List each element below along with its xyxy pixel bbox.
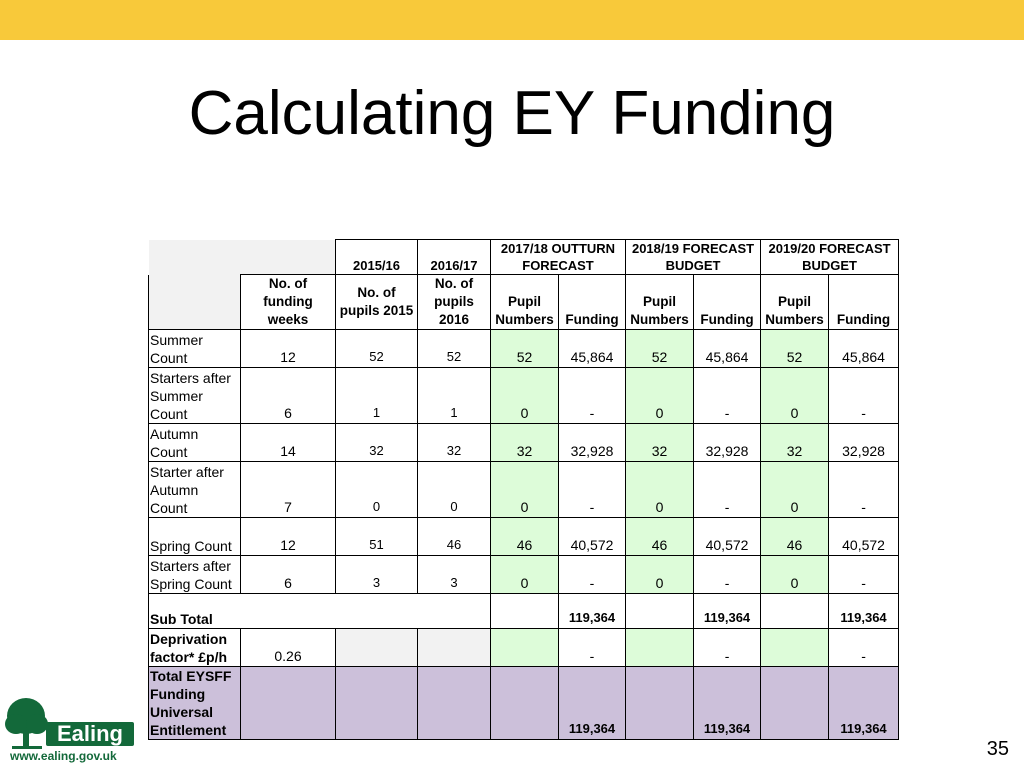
- cell-funding-3: 40,572: [829, 518, 899, 556]
- deprivation-pupil-numbers-1: [491, 629, 559, 667]
- cell-funding-2: 32,928: [694, 424, 761, 462]
- cell-pupil-numbers-2: 0: [626, 368, 694, 424]
- slide-title: Calculating EY Funding: [188, 79, 836, 148]
- table-row: [149, 368, 899, 424]
- deprivation-pupil-numbers-3: [761, 629, 829, 667]
- row-label: Summer Count: [149, 330, 241, 368]
- year-header-row: [149, 240, 899, 275]
- top-accent-bar: [0, 0, 1024, 40]
- sub-total-funding-2: 119,364: [694, 594, 761, 629]
- header-funding-2: Funding: [694, 275, 761, 330]
- cell-pupil-numbers-1: 32: [491, 424, 559, 462]
- deprivation-pupil-numbers-2: [626, 629, 694, 667]
- cell-pupils-2015: 0: [336, 462, 418, 518]
- cell-pupil-numbers-3: 52: [761, 330, 829, 368]
- row-label: Autumn Count: [149, 424, 241, 462]
- row-label: Starter after Autumn Count: [149, 462, 241, 518]
- cell-pupil-numbers-3: 0: [761, 556, 829, 594]
- cell-pupils-2016: 0: [418, 462, 491, 518]
- cell-funding-3: -: [829, 368, 899, 424]
- cell-funding-2: -: [694, 462, 761, 518]
- total-funding-3: 119,364: [829, 667, 899, 740]
- cell-funding-3: -: [829, 556, 899, 594]
- cell-pupil-numbers-3: 46: [761, 518, 829, 556]
- cell-pupil-numbers-3: 0: [761, 462, 829, 518]
- cell-pupils-2016: 3: [418, 556, 491, 594]
- row-label: Starters after Spring Count: [149, 556, 241, 594]
- blank-label-header: [149, 275, 241, 330]
- total-blank-pn3: [761, 667, 829, 740]
- year-header-2015-16: 2015/16: [336, 240, 418, 275]
- header-funding-1: Funding: [559, 275, 626, 330]
- row-label: Starters after Summer Count: [149, 368, 241, 424]
- header-funding-3: Funding: [829, 275, 899, 330]
- cell-funding-1: -: [559, 556, 626, 594]
- cell-pupil-numbers-3: 0: [761, 368, 829, 424]
- cell-pupil-numbers-1: 46: [491, 518, 559, 556]
- total-row: [149, 667, 899, 740]
- deprivation-row: [149, 629, 899, 667]
- cell-pupil-numbers-2: 32: [626, 424, 694, 462]
- sub-total-blank-1: [491, 594, 559, 629]
- cell-weeks: 7: [241, 462, 336, 518]
- cell-funding-2: -: [694, 556, 761, 594]
- deprivation-blank-2016: [418, 629, 491, 667]
- total-label: Total EYSFF Funding Universal Entitlement: [149, 667, 241, 740]
- cell-pupils-2015: 51: [336, 518, 418, 556]
- cell-pupil-numbers-1: 0: [491, 462, 559, 518]
- sub-total-label: Sub Total: [149, 594, 491, 629]
- cell-funding-1: -: [559, 462, 626, 518]
- cell-pupil-numbers-3: 32: [761, 424, 829, 462]
- sub-total-funding-1: 119,364: [559, 594, 626, 629]
- cell-funding-2: 40,572: [694, 518, 761, 556]
- cell-weeks: 12: [241, 518, 336, 556]
- total-blank-2015: [336, 667, 418, 740]
- sub-total-blank-2: [626, 594, 694, 629]
- total-blank-pn1: [491, 667, 559, 740]
- cell-weeks: 12: [241, 330, 336, 368]
- cell-pupil-numbers-2: 52: [626, 330, 694, 368]
- cell-funding-1: 32,928: [559, 424, 626, 462]
- table-row: [149, 556, 899, 594]
- table-row: [149, 424, 899, 462]
- year-header-2016-17: 2016/17: [418, 240, 491, 275]
- header-pupil-numbers-2: Pupil Numbers: [626, 275, 694, 330]
- cell-pupil-numbers-1: 0: [491, 556, 559, 594]
- cell-funding-1: 45,864: [559, 330, 626, 368]
- cell-pupils-2016: 52: [418, 330, 491, 368]
- cell-pupils-2016: 1: [418, 368, 491, 424]
- deprivation-funding-1: -: [559, 629, 626, 667]
- cell-pupil-numbers-2: 46: [626, 518, 694, 556]
- cell-pupils-2015: 52: [336, 330, 418, 368]
- header-pupil-numbers-3: Pupil Numbers: [761, 275, 829, 330]
- deprivation-funding-2: -: [694, 629, 761, 667]
- cell-pupils-2016: 32: [418, 424, 491, 462]
- cell-funding-2: 45,864: [694, 330, 761, 368]
- cell-funding-1: 40,572: [559, 518, 626, 556]
- total-funding-2: 119,364: [694, 667, 761, 740]
- year-header-2019-20: 2019/20 FORECAST BUDGET: [761, 240, 899, 275]
- sub-total-funding-3: 119,364: [829, 594, 899, 629]
- header-pupil-numbers-1: Pupil Numbers: [491, 275, 559, 330]
- cell-pupils-2015: 1: [336, 368, 418, 424]
- logo-wordmark: Ealing: [46, 722, 134, 746]
- table-row: [149, 518, 899, 556]
- sub-total-blank-3: [761, 594, 829, 629]
- total-blank-2016: [418, 667, 491, 740]
- funding-table: [148, 239, 899, 740]
- cell-weeks: 6: [241, 368, 336, 424]
- cell-funding-3: 32,928: [829, 424, 899, 462]
- table-row: [149, 462, 899, 518]
- table-row: [149, 330, 899, 368]
- cell-pupils-2016: 46: [418, 518, 491, 556]
- header-pupils-2016: No. of pupils 2016: [418, 275, 491, 330]
- cell-pupil-numbers-2: 0: [626, 556, 694, 594]
- deprivation-weeks: 0.26: [241, 629, 336, 667]
- year-header-2017-18: 2017/18 OUTTURN FORECAST: [491, 240, 626, 275]
- cell-funding-3: 45,864: [829, 330, 899, 368]
- sub-header-row: [149, 275, 899, 330]
- page-number: 35: [986, 738, 1009, 760]
- cell-weeks: 6: [241, 556, 336, 594]
- cell-pupils-2015: 3: [336, 556, 418, 594]
- cell-funding-3: -: [829, 462, 899, 518]
- cell-pupils-2015: 32: [336, 424, 418, 462]
- cell-pupil-numbers-1: 52: [491, 330, 559, 368]
- logo-url: www.ealing.gov.uk: [10, 749, 117, 763]
- deprivation-label: Deprivation factor* £p/h: [149, 629, 241, 667]
- header-funding-weeks: No. of funding weeks: [241, 275, 336, 330]
- total-blank-weeks: [241, 667, 336, 740]
- cell-funding-1: -: [559, 368, 626, 424]
- deprivation-funding-3: -: [829, 629, 899, 667]
- sub-total-row: [149, 594, 899, 629]
- year-header-2018-19: 2018/19 FORECAST BUDGET: [626, 240, 761, 275]
- cell-weeks: 14: [241, 424, 336, 462]
- cell-pupil-numbers-2: 0: [626, 462, 694, 518]
- total-blank-pn2: [626, 667, 694, 740]
- deprivation-blank-2015: [336, 629, 418, 667]
- header-pupils-2015: No. of pupils 2015: [336, 275, 418, 330]
- blank-header-cell: [149, 240, 336, 275]
- cell-funding-2: -: [694, 368, 761, 424]
- cell-pupil-numbers-1: 0: [491, 368, 559, 424]
- row-label: Spring Count: [149, 518, 241, 556]
- total-funding-1: 119,364: [559, 667, 626, 740]
